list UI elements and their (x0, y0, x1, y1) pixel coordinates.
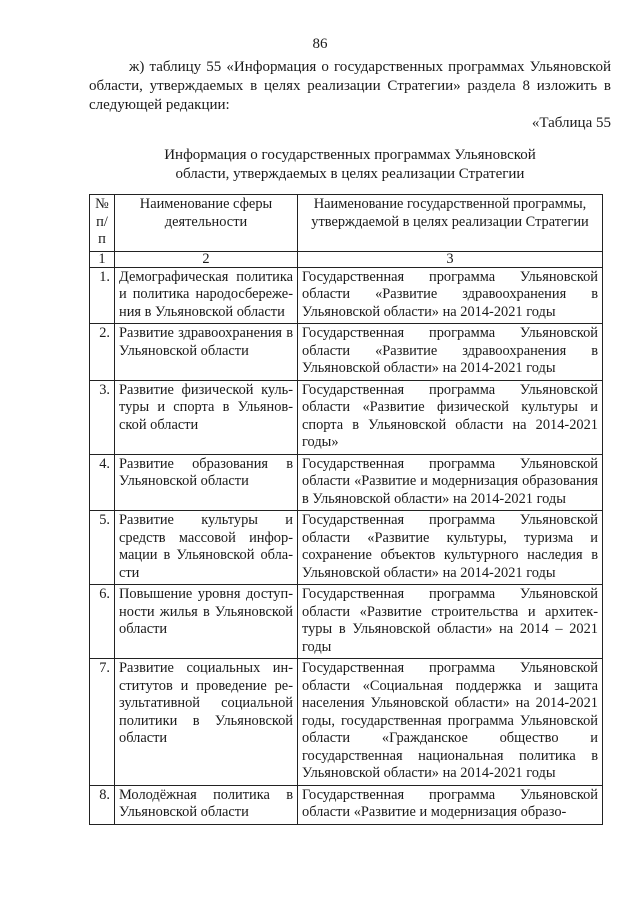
index-cell-3: 3 (298, 251, 603, 267)
caption-line-1: Информация о государственных программах Ульяновской (164, 147, 536, 163)
intro-paragraph: ж) таблицу 55 «Информация о государственных программах Ульяновской области, утверждаемых в целях реализации Стратегии» раздела 8 изложить в следующей редакции: (89, 59, 611, 113)
caption-line-2: области, утверждаемых в целях реализации Стратегии (175, 166, 525, 182)
row-number: 8. (90, 785, 115, 824)
row-program: Государственная программа Ульяновской области «Развитие строительства и архитектуры в Ульяновской области» на 2014 – 2021 годы (298, 585, 603, 659)
index-cell-2: 2 (115, 251, 298, 267)
page-number: 86 (312, 36, 328, 52)
row-area: Демографическая политика и политика народосбережения в Ульяновской области (115, 267, 298, 324)
table-index-row (90, 251, 603, 267)
row-number: 7. (90, 659, 115, 786)
row-number: 2. (90, 324, 115, 381)
row-number: 3. (90, 380, 115, 454)
row-area: Молодёжная политика в Ульяновской области (115, 785, 298, 824)
table-row (90, 511, 603, 585)
table-row (90, 585, 603, 659)
row-program: Государственная программа Ульяновской области «Социальная поддержка и защита населения Ульяновской области» на 2014-2021 годы, государственная программа Ульяновской области «Гражданское общество и государственная национальная политика в Ульяновской области» на 2014-2021 годы (298, 659, 603, 786)
header-program: Наименование государственной программы, утверждаемой в целях реализации Стратегии (298, 195, 603, 252)
index-cell-1: 1 (90, 251, 115, 267)
row-number: 6. (90, 585, 115, 659)
row-program: Государственная программа Ульяновской области «Развитие здравоохранения в Ульяновской области» на 2014-2021 годы (298, 324, 603, 381)
row-area: Развитие здравоохранения в Ульяновской области (115, 324, 298, 381)
table-row (90, 659, 603, 786)
row-program: Государственная программа Ульяновской области «Развитие культуры, туризма и сохранение объектов культурного наследия в Ульяновской области» на 2014-2021 годы (298, 511, 603, 585)
header-area: Наименование сферы деятельности (115, 195, 298, 252)
row-area: Повышение уровня доступности жилья в Ульяновской области (115, 585, 298, 659)
row-program: Государственная программа Ульяновской области «Развитие и модернизация образования в Ульяновской области» на 2014-2021 годы (298, 454, 603, 511)
table-row (90, 267, 603, 324)
row-program: Государственная программа Ульяновской области «Развитие и модернизация образо- (298, 785, 603, 824)
table-row (90, 785, 603, 824)
row-area: Развитие физической культуры и спорта в Ульяновской области (115, 380, 298, 454)
row-number: 1. (90, 267, 115, 324)
table-caption (89, 146, 611, 184)
programs-table (89, 194, 603, 825)
row-program: Государственная программа Ульяновской области «Развитие здравоохранения в Ульяновской области» на 2014-2021 годы (298, 267, 603, 324)
row-area: Развитие культуры и средств массовой информации в Ульяновской области (115, 511, 298, 585)
table-row (90, 380, 603, 454)
table-row (90, 454, 603, 511)
row-area: Развитие образования в Ульяновской области (115, 454, 298, 511)
row-area: Развитие социальных институтов и проведение результативной социальной политики в Ульяновской области (115, 659, 298, 786)
header-num: № п/п (90, 195, 115, 252)
table-header-row (90, 195, 603, 252)
row-number: 4. (90, 454, 115, 511)
table-label: «Таблица 55 (531, 115, 611, 131)
table-row (90, 324, 603, 381)
row-program: Государственная программа Ульяновской области «Развитие физической культуры и спорта в Ульяновской области на 2014-2021 годы» (298, 380, 603, 454)
row-number: 5. (90, 511, 115, 585)
